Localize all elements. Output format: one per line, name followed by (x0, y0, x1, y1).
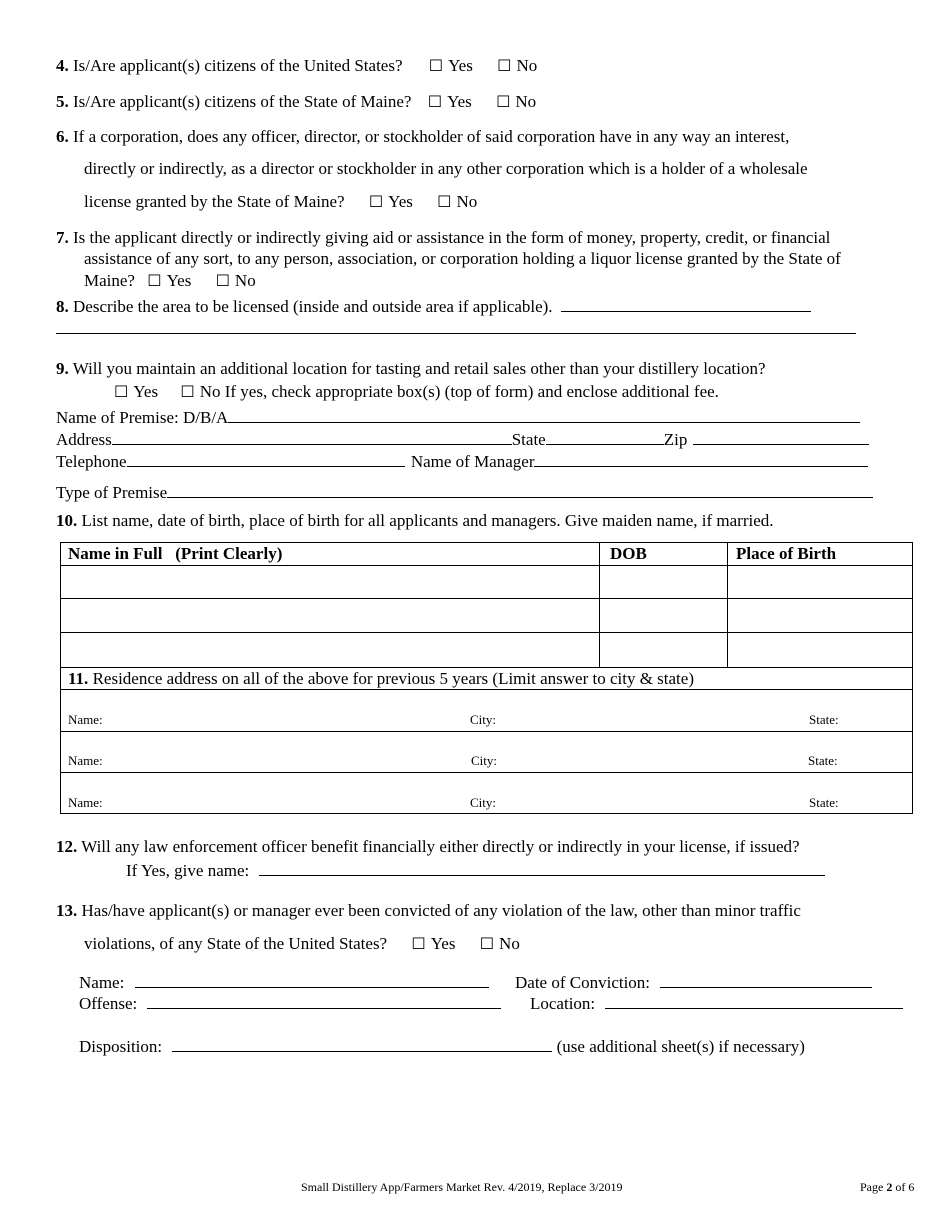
offense-field[interactable] (147, 991, 501, 1009)
premise-type-row: Type of Premise (56, 480, 873, 503)
area-description-field-2[interactable] (56, 316, 856, 339)
question-6-line3: license granted by the State of Maine? ☐ Yes ☐ No (84, 192, 478, 211)
disposition-row: Disposition: (use additional sheet(s) if necessary) (79, 1034, 805, 1057)
conviction-name-row: Name: (79, 970, 489, 993)
officer-name-row: If Yes, give name: (126, 858, 825, 881)
checkbox-icon[interactable]: ☐ (114, 382, 129, 401)
residence-state-label: State: (809, 712, 839, 727)
area-description-field[interactable] (561, 294, 811, 312)
residence-city-label: City: (471, 753, 498, 768)
question-number: 7. (56, 228, 69, 247)
yes-checkbox[interactable]: ☐ Yes (427, 92, 472, 111)
checkbox-icon[interactable]: ☐ (180, 382, 195, 401)
question-number: 10. (56, 511, 78, 530)
no-checkbox[interactable]: ☐ No (497, 56, 538, 75)
question-number: 5. (56, 92, 69, 111)
no-checkbox[interactable]: ☐ No (496, 92, 537, 111)
no-checkbox[interactable]: ☐ No (479, 934, 520, 953)
question-number: 8. (56, 297, 69, 316)
offense-row: Offense: (79, 991, 501, 1014)
question-6-line2: directly or indirectly, as a director or stockholder in any other corporation which is a holder of a wholesale (84, 159, 808, 178)
checkbox-icon[interactable]: ☐ (497, 56, 512, 75)
question-7-line1: 7. Is the applicant directly or indirectly giving aid or assistance in the form of money, property, credit, or financial (56, 228, 831, 247)
applicants-table (60, 542, 913, 814)
checkbox-icon[interactable]: ☐ (437, 192, 452, 211)
question-number: 9. (56, 359, 69, 378)
no-checkbox[interactable]: ☐ No (437, 192, 478, 211)
yes-checkbox[interactable]: ☐ Yes (368, 192, 413, 211)
question-number: 4. (56, 56, 69, 75)
applicant-birthplace-cell[interactable] (728, 566, 912, 598)
question-7-line3: Maine? ☐ Yes ☐ No (84, 271, 256, 290)
question-11: 11. Residence address on all of the above for previous 5 years (Limit answer to city & state) (68, 669, 694, 688)
applicant-name-cell[interactable] (61, 599, 599, 632)
question-text: Is/Are applicant(s) citizens of the United States? (73, 56, 403, 75)
question-number: 12. (56, 837, 78, 856)
question-10: 10. List name, date of birth, place of birth for all applicants and managers. Give maiden name, if married. (56, 511, 774, 530)
residence-name-label: Name: (68, 795, 103, 810)
manager-name-field[interactable] (534, 449, 868, 467)
applicant-birthplace-cell[interactable] (728, 633, 912, 667)
residence-name-label: Name: (68, 712, 103, 727)
yes-checkbox[interactable]: ☐ Yes (114, 382, 159, 401)
no-checkbox[interactable]: ☐ No If yes, check appropriate box(s) (top of form) and enclose additional fee. (180, 382, 719, 401)
residence-state-label: State: (809, 795, 839, 810)
question-8: 8. Describe the area to be licensed (inside and outside area if applicable). (56, 294, 811, 317)
applicant-dob-cell[interactable] (600, 599, 727, 632)
no-checkbox[interactable]: ☐ No (215, 271, 256, 290)
question-5 (56, 92, 536, 112)
conviction-name-field[interactable] (135, 970, 489, 988)
question-6-line1: 6. If a corporation, does any officer, director, or stockholder of said corporation have in any way an interest, (56, 127, 790, 146)
page-number: Page 2 of 6 (860, 1180, 915, 1194)
question-13-line2: violations, of any State of the United States? ☐ Yes ☐ No (84, 934, 520, 953)
checkbox-icon[interactable]: ☐ (427, 92, 443, 111)
checkbox-icon[interactable]: ☐ (428, 56, 444, 75)
question-number: 11. (68, 669, 89, 688)
question-7-line2: assistance of any sort, to any person, association, or corporation holding a liquor license granted by the State of (84, 249, 841, 268)
officer-name-field[interactable] (259, 858, 825, 876)
applicant-name-cell[interactable] (61, 566, 599, 598)
checkbox-icon[interactable]: ☐ (147, 271, 162, 290)
question-number: 6. (56, 127, 69, 146)
column-header-place-of-birth: Place of Birth (736, 544, 837, 563)
yes-checkbox[interactable]: ☐ Yes (411, 934, 456, 953)
question-9-line1: 9. Will you maintain an additional location for tasting and retail sales other than your distillery location? (56, 359, 766, 378)
disposition-field[interactable] (172, 1034, 552, 1052)
question-9-options (114, 382, 719, 402)
location-row: Location: (530, 991, 903, 1014)
checkbox-icon[interactable]: ☐ (411, 934, 426, 953)
address-field[interactable] (112, 427, 512, 445)
applicant-dob-cell[interactable] (600, 566, 727, 598)
state-field[interactable] (546, 427, 664, 445)
question-4 (56, 56, 537, 76)
applicant-dob-cell[interactable] (600, 633, 727, 667)
checkbox-icon[interactable]: ☐ (479, 934, 495, 953)
applicant-birthplace-cell[interactable] (728, 599, 912, 632)
conviction-date-row: Date of Conviction: (515, 970, 872, 993)
telephone-field[interactable] (127, 449, 405, 467)
residence-state-label: State: (808, 753, 838, 768)
checkbox-icon[interactable]: ☐ (496, 92, 511, 111)
checkbox-icon[interactable]: ☐ (368, 192, 384, 211)
column-header-dob: DOB (610, 544, 647, 563)
residence-name-label: Name: (68, 753, 103, 768)
column-header-name: Name in Full (Print Clearly) (68, 544, 283, 563)
checkbox-icon[interactable]: ☐ (215, 271, 230, 290)
applicant-name-cell[interactable] (61, 633, 599, 667)
premise-name-row: Name of Premise: D/B/A (56, 405, 860, 428)
form-revision-footer: Small Distillery App/Farmers Market Rev. 4/2019, Replace 3/2019 (301, 1180, 623, 1194)
telephone-row: Telephone Name of Manager (56, 449, 868, 472)
residence-city-label: City: (470, 795, 497, 810)
address-row: Address State Zip (56, 427, 869, 450)
zip-field[interactable] (693, 427, 869, 445)
residence-city-label: City: (470, 712, 497, 727)
yes-checkbox[interactable]: ☐ Yes (428, 56, 473, 75)
question-text: Is/Are applicant(s) citizens of the State of Maine? (73, 92, 412, 111)
question-12: 12. Will any law enforcement officer benefit financially either directly or indirectly in your license, if issued? (56, 837, 800, 856)
question-number: 13. (56, 901, 78, 920)
question-13-line1: 13. Has/have applicant(s) or manager ever been convicted of any violation of the law, other than minor traffic (56, 901, 801, 920)
premise-type-field[interactable] (167, 480, 873, 498)
location-field[interactable] (605, 991, 903, 1009)
conviction-date-field[interactable] (660, 970, 872, 988)
yes-checkbox[interactable]: ☐ Yes (147, 271, 192, 290)
premise-name-field[interactable] (228, 405, 860, 423)
